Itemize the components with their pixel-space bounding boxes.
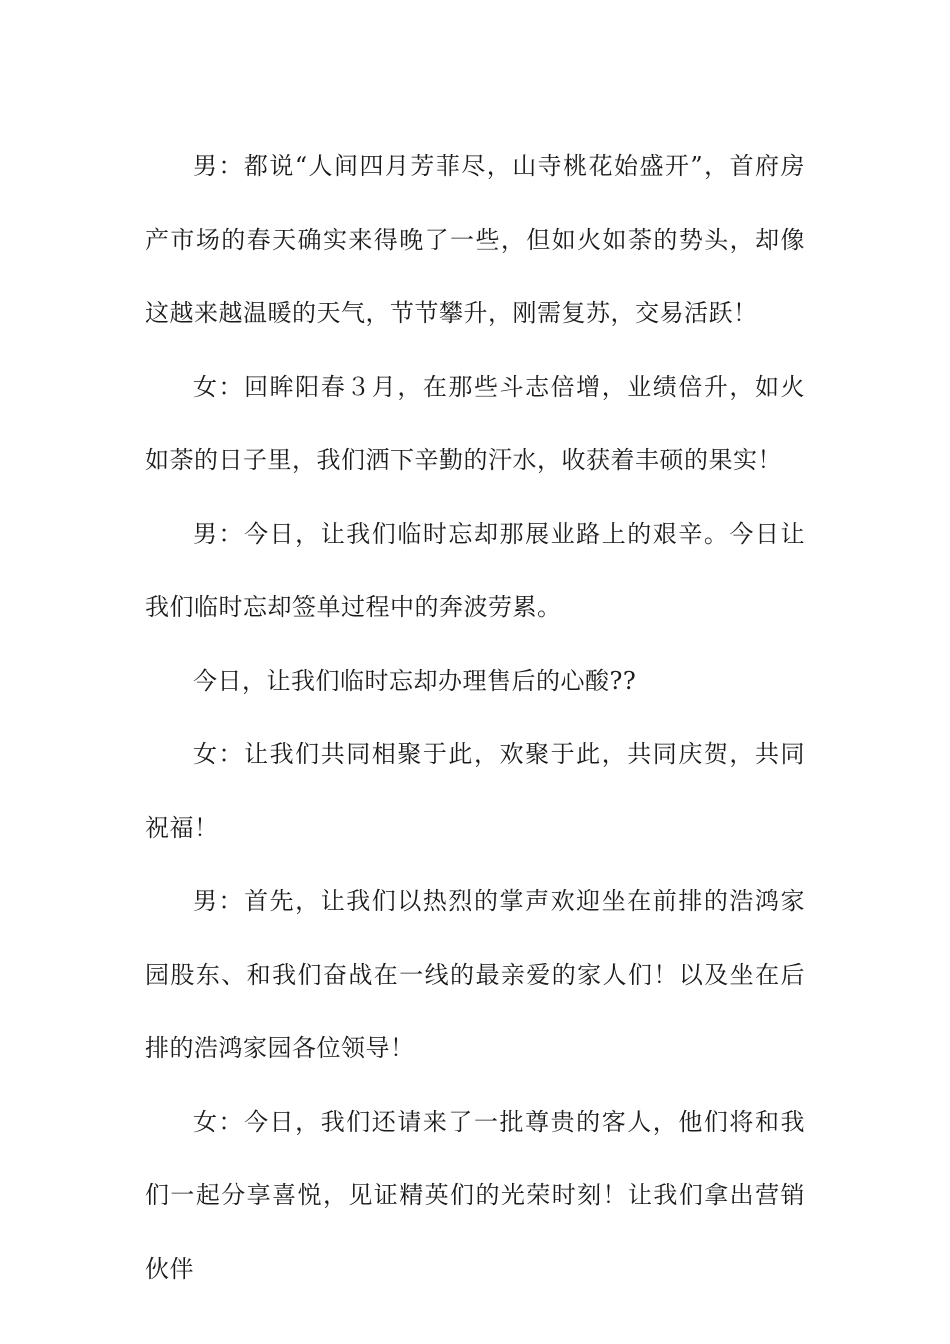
paragraph-5: 女：让我们共同相聚于此，欢聚于此，共同庆贺，共同祝福！ <box>145 740 805 842</box>
paragraph-3: 男：今日，让我们临时忘却那展业路上的艰辛。今日让我们临时忘却签单过程中的奔波劳累。 <box>145 519 805 621</box>
paragraph-4: 今日，让我们临时忘却办理售后的心酸?? <box>193 666 637 695</box>
paragraph-2: 女：回眸阳春３月，在那些斗志倍增，业绩倍升，如火如荼的日子里，我们洒下辛勤的汗水，收获着丰硕的果实！ <box>145 372 805 474</box>
paragraph-1: 男：都说“人间四月芳菲尽，山寺桃花始盛开”，首府房产市场的春天确实来得晚了一些，但如火如荼的势头，却像这越来越温暖的天气，节节攀升，刚需复苏，交易活跃！ <box>145 152 805 327</box>
document-body <box>145 130 805 1306</box>
paragraph-7: 女：今日，我们还请来了一批尊贵的客人，他们将和我们一起分享喜悦，见证精英们的光荣时刻！让我们拿出营销伙伴 <box>145 1107 805 1283</box>
paragraph-6: 男：首先，让我们以热烈的掌声欢迎坐在前排的浩鸿家园股东、和我们奋战在一线的最亲爱的家人们！以及坐在后排的浩鸿家园各位领导！ <box>145 887 805 1062</box>
